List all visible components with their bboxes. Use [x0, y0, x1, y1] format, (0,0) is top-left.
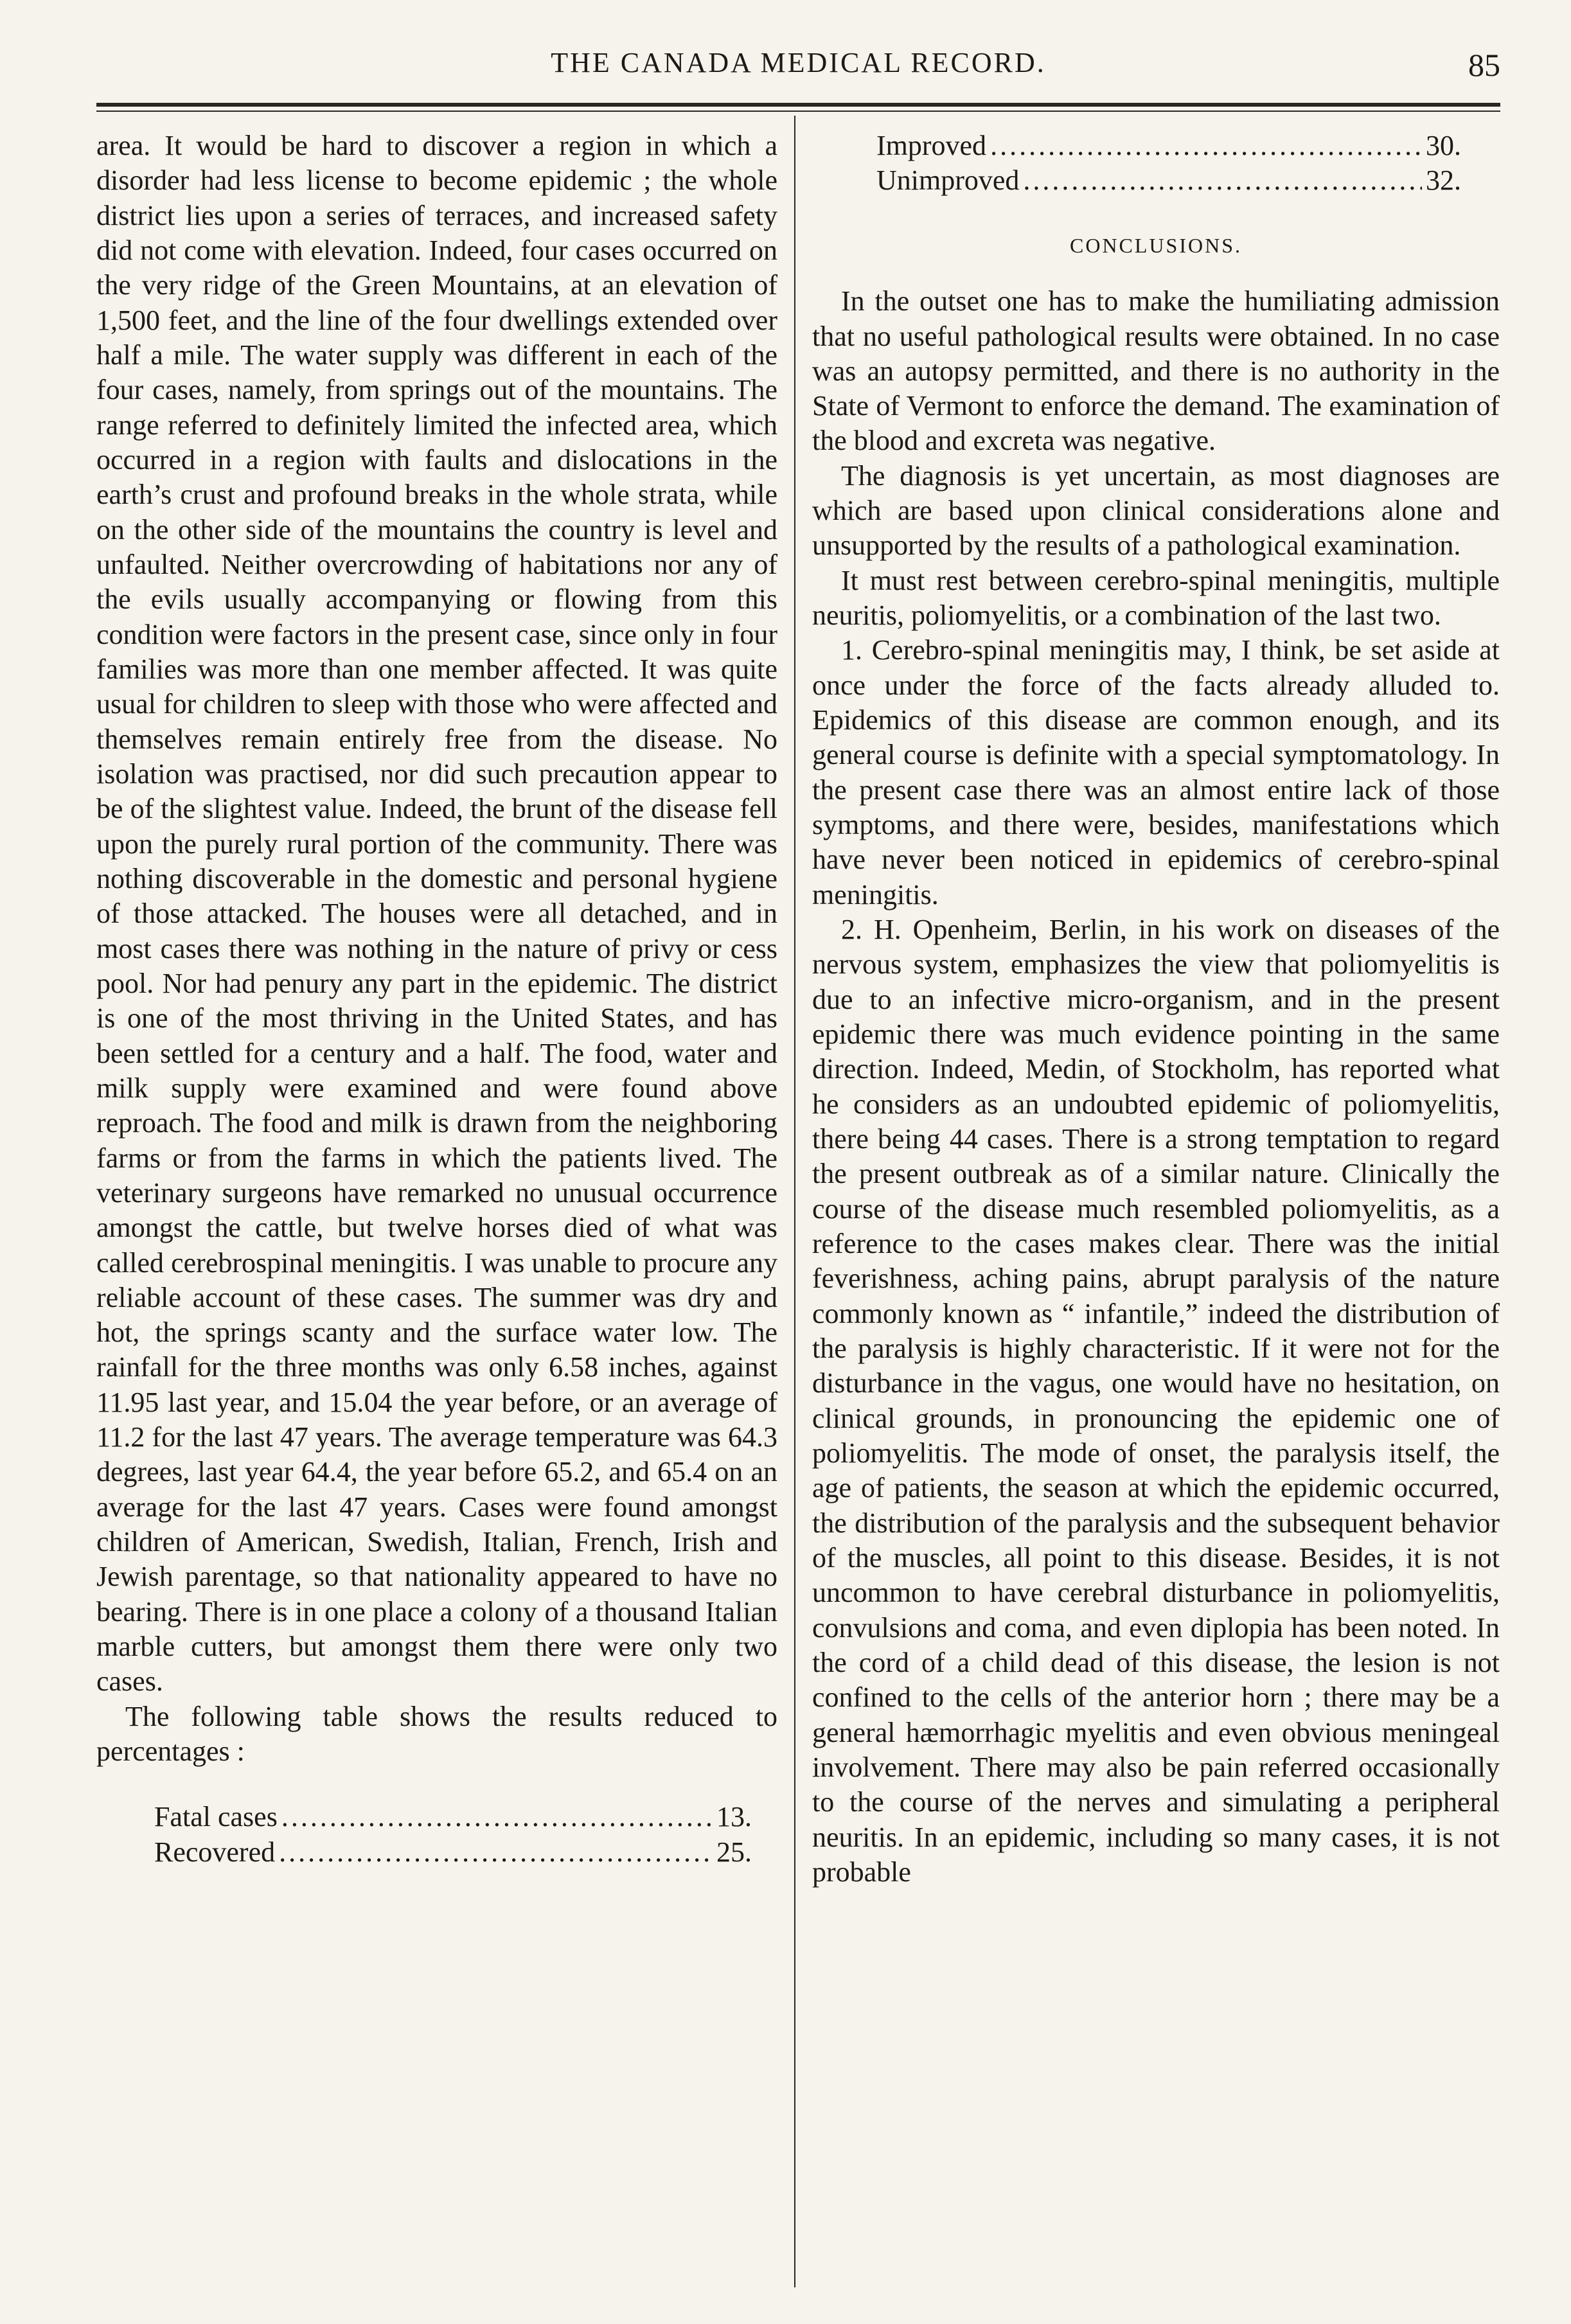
- dot-leader: [281, 1800, 713, 1834]
- body-paragraph: The diagnosis is yet uncertain, as most diagnoses are which are based upon clinical considerations alone and unsupported by the results of a pathological examination.: [812, 459, 1500, 562]
- header-rule-thick: [96, 103, 1500, 107]
- running-head: THE CANADA MEDICAL RECORD.: [551, 47, 1046, 78]
- body-paragraph: 1. Cerebro-spinal meningitis may, I think, be set aside at once under the force of the facts already alluded to. Epidemics of this disease are common enough, and its general course is definite with a special symptomatology. In the present case there was an almost entire lack of those symptoms, and there were, besides, manifestations which have never been noticed in epidemics of cerebro-spinal meningitis.: [812, 634, 1500, 910]
- body-paragraph: In the outset one has to make the humiliating admission that no useful pathological results were obtained. In no case was an autopsy permitted, and there is no authority in the State of Vermont to enforce the demand. The examination of the blood and excreta was negative.: [812, 285, 1500, 457]
- column-divider: [794, 116, 795, 2287]
- page-header: [96, 46, 1500, 85]
- section-heading: CONCLUSIONS.: [1069, 233, 1243, 257]
- body-paragraph: 2. H. Openheim, Berlin, in his work on diseases of the nervous system, emphasizes the view that poliomyelitis is due to an infective micro-organism, and in the present epidemic there was much evidence pointing in the same direction. Indeed, Medin, of Stockholm, has reported what he considers as an undoubted epidemic of poliomyelitis, there being 44 cases. There is a strong temptation to regard the present outbreak as of a similar nature. Clinically the course of the disease much resembled poliomyelitis, as a reference to the cases makes clear. There was the initial feverishness, aching pains, abrupt paralysis of the nature commonly known as “ infantile,” indeed the distribution of the paralysis is highly characteristic. If it were not for the disturbance in the vagus, one would have no hesitation, on clinical grounds, in pronouncing the epidemic one of poliomyelitis. The mode of onset, the paralysis itself, the age of patients, the season at which the epidemic occurred, the distribution of the paralysis and the subsequent behavior of the muscles, all point to this disease. Besides, it is not uncommon to have cerebral disturbance in poliomyelitis, convulsions and coma, and even diplopia has been noted. In the cord of a child dead of this disease, the lesion is not confined to the cells of the anterior horn ; there may be a general hæmorrhagic myelitis and even obvious meningeal involvement. There may also be pain referred occasionally to the course of the nerves and simulating a peripheral neuritis. In an epidemic, including so many cases, it is not probable: [812, 914, 1500, 1888]
- dot-leader: [1023, 163, 1422, 198]
- left-column: [96, 129, 777, 1870]
- table-row-value: 32.: [1426, 164, 1461, 197]
- results-table-part-2: [812, 129, 1500, 199]
- table-row-label: Recovered: [154, 1836, 276, 1868]
- right-column: [812, 129, 1500, 1890]
- table-row-label: Fatal cases: [154, 1801, 278, 1833]
- table-row: [812, 129, 1500, 163]
- table-row-value: 25.: [716, 1836, 752, 1868]
- page-number: 85: [1468, 47, 1500, 83]
- table-row: [812, 163, 1500, 198]
- body-paragraph: The following table shows the results reduced to percentages :: [96, 1700, 777, 1768]
- header-rule-thin: [96, 111, 1500, 112]
- table-row-value: 13.: [716, 1801, 752, 1833]
- table-row: [96, 1835, 777, 1870]
- table-row-label: Unimproved: [876, 164, 1020, 197]
- body-paragraph: It must rest between cerebro-spinal meningitis, multiple neuritis, poliomyelitis, or a combination of the last two.: [812, 564, 1500, 632]
- table-row-label: Improved: [876, 130, 987, 161]
- table-row: [96, 1800, 777, 1834]
- dot-leader: [990, 129, 1422, 163]
- body-paragraph: area. It would be hard to discover a region in which a disorder had less license to become epidemic ; the whole district lies upon a series of terraces, and increased safety did not come with elevation. Indeed, four cases occurred on the very ridge of the Green Mountains, at an elevation of 1,500 feet, and the line of the four dwellings extended over half a mile. The water supply was different in each of the four cases, namely, from springs out of the mountains. The range referred to definitely limited the infected area, which occurred in a region with faults and dislocations in the earth’s crust and profound breaks in the whole strata, while on the other side of the mountains the country is level and unfaulted. Neither overcrowding of habitations nor any of the evils usually accompanying or flowing from this condition were factors in the present case, since only in four families was more than one member affected. It was quite usual for children to sleep with those who were affected and themselves remain entirely free from the disease. No isolation was practised, nor did such precaution appear to be of the slightest value. Indeed, the brunt of the disease fell upon the purely rural portion of the community. There was nothing discoverable in the domestic and personal hygiene of those attacked. The houses were all detached, and in most cases there was nothing in the nature of privy or cess pool. Nor had penury any part in the epidemic. The district is one of the most thriving in the United States, and has been settled for a century and a half. The food, water and milk supply were examined and were found above reproach. The food and milk is drawn from the neighboring farms or from the farms in which the patients lived. The veterinary surgeons have remarked no unusual occurrence amongst the cattle, but twelve horses died of what was called cerebrospinal meningitis. I was unable to procure any reliable account of these cases. The summer was dry and hot, the springs scanty and the surface water low. The rainfall for the three months was only 6.58 inches, against 11.95 last year, and 15.04 the year before, or an average of 11.2 for the last 47 years. The average temperature was 64.3 degrees, last year 64.4, the year before 65.2, and 65.4 on an average for the last 47 years. Cases were found amongst children of American, Swedish, Italian, French, Irish and Jewish parentage, so that nationality appeared to have no bearing. There is in one place a colony of a thousand Italian marble cutters, but amongst them there were only two cases.: [96, 130, 777, 1698]
- table-row-value: 30.: [1426, 130, 1461, 161]
- dot-leader: [279, 1835, 713, 1870]
- results-table-part-1: [96, 1800, 777, 1870]
